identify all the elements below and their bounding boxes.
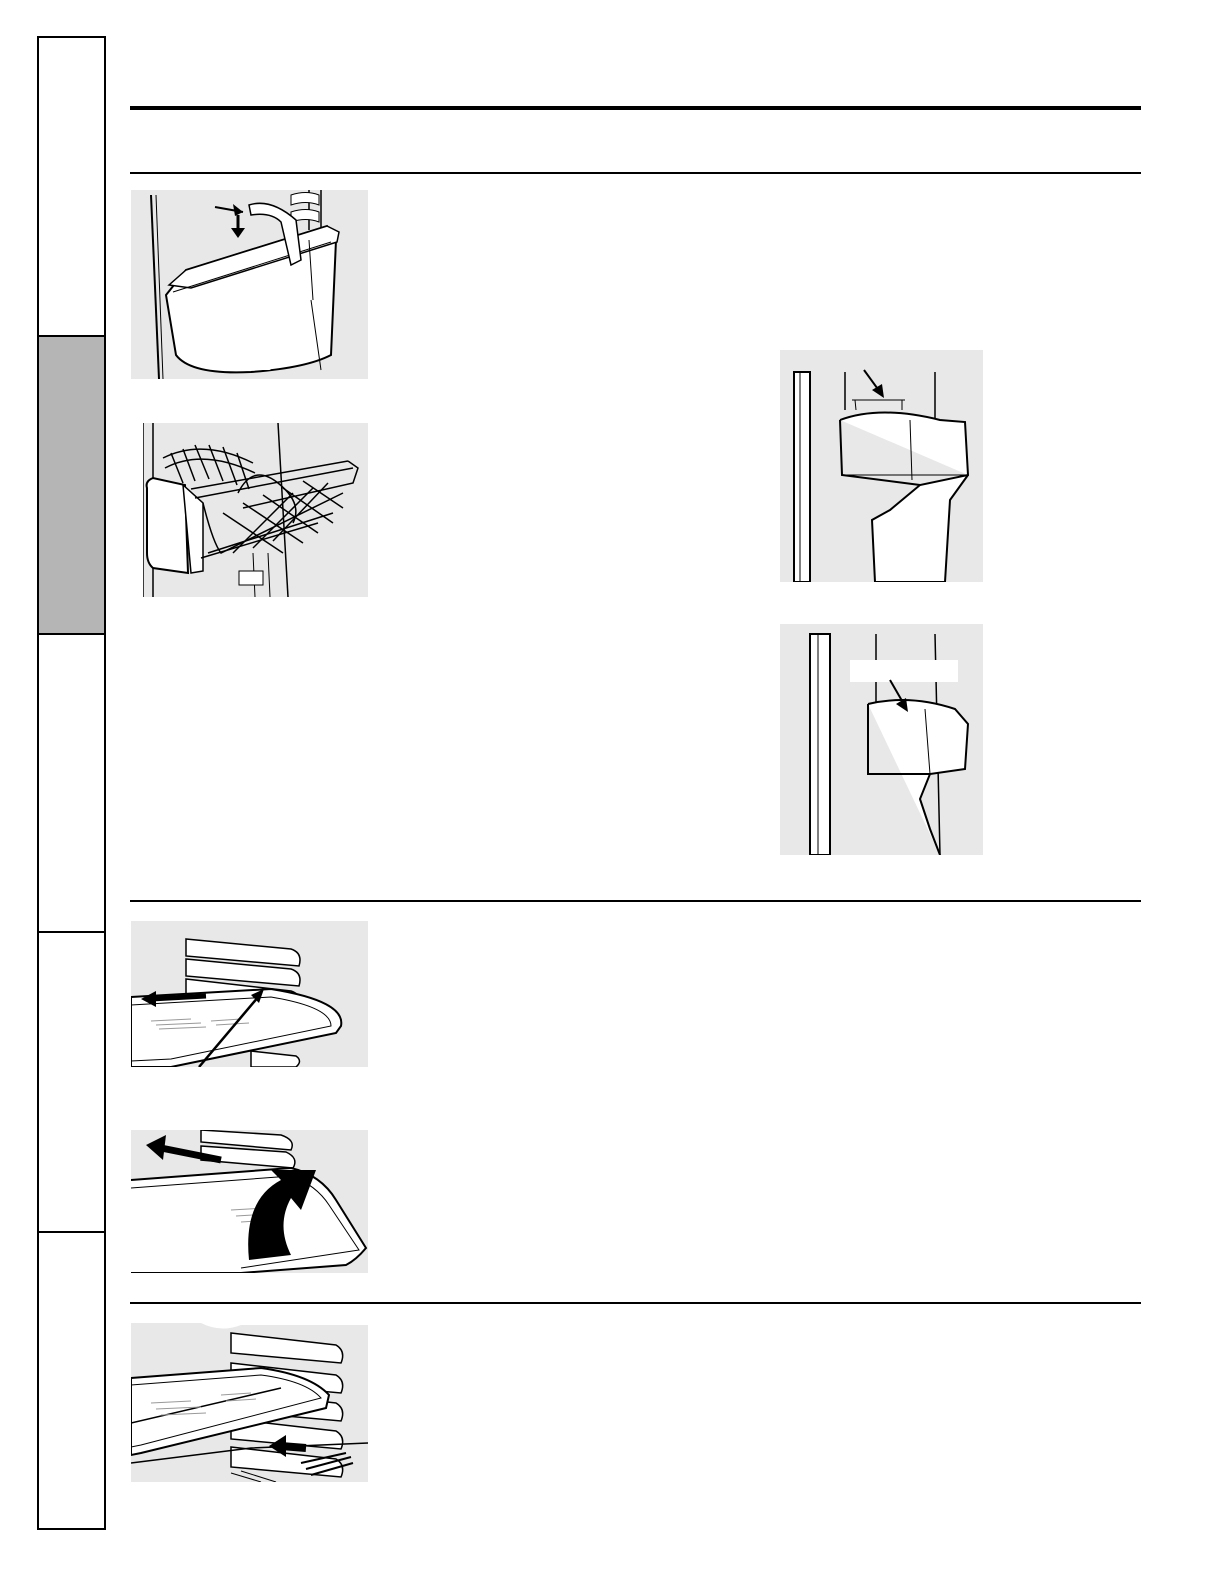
glass-shelf-icon bbox=[131, 921, 368, 1067]
header-rule bbox=[130, 106, 1141, 110]
section-tab-1[interactable] bbox=[39, 38, 104, 337]
shelf-removal-illustration bbox=[131, 921, 368, 1067]
wine-rack-illustration bbox=[143, 423, 368, 597]
door-bin-seated-icon bbox=[780, 624, 983, 855]
section-tab-2-active[interactable] bbox=[39, 337, 104, 635]
section-tab-3[interactable] bbox=[39, 635, 104, 933]
section-tab-4[interactable] bbox=[39, 933, 104, 1233]
section-divider-2 bbox=[130, 900, 1141, 902]
section-divider-1 bbox=[130, 172, 1141, 174]
glass-shelf-tilt-icon bbox=[131, 1130, 368, 1273]
shelf-slide-out-illustration bbox=[131, 1323, 368, 1482]
door-bin-slide-icon bbox=[780, 350, 983, 582]
wine-rack-icon bbox=[143, 423, 368, 597]
slide-out-shelf-icon bbox=[131, 1323, 368, 1482]
door-bin-icon bbox=[131, 190, 368, 379]
door-bin-divider-illustration bbox=[131, 190, 368, 379]
door-bin-seated-illustration bbox=[780, 624, 983, 855]
shelf-tilt-illustration bbox=[131, 1130, 368, 1273]
section-tabs bbox=[37, 36, 106, 1530]
door-bin-install-illustration bbox=[780, 350, 983, 582]
section-tab-5[interactable] bbox=[39, 1233, 104, 1529]
section-divider-3 bbox=[130, 1302, 1141, 1304]
